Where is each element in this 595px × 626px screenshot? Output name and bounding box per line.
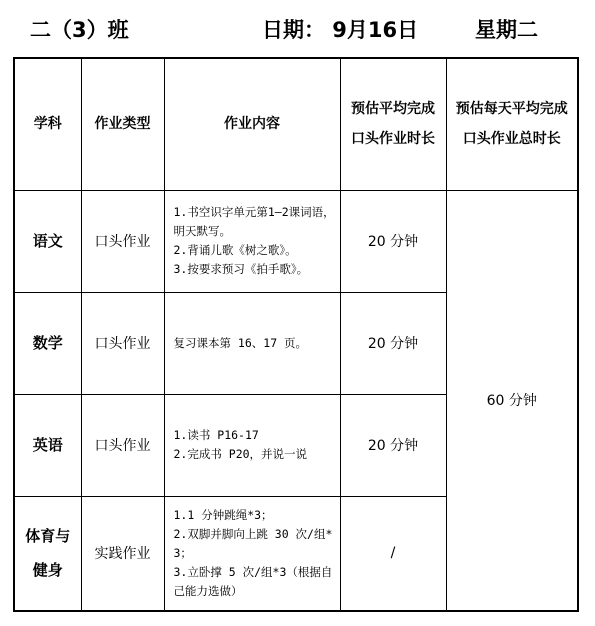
subject-cell: 数学: [14, 292, 81, 394]
content-line: 复习课本第 16、17 页。: [173, 335, 308, 350]
column-header-content: 作业内容: [164, 58, 340, 190]
type-cell: 口头作业: [81, 394, 164, 496]
column-header-type: 作业类型: [81, 58, 164, 190]
content-line: 2.双脚并脚向上跳 30 次/组*3；: [173, 526, 333, 560]
table-row: [14, 190, 578, 292]
daily-total-cell: 60 分钟: [446, 190, 578, 611]
content-line: 1.书空识字单元第1—2课词语，明天默写。: [173, 205, 335, 238]
duration-cell: /: [340, 496, 446, 611]
type-cell: 实践作业: [81, 496, 164, 611]
content-cell: [164, 190, 340, 292]
duration-cell: 20 分钟: [340, 394, 446, 496]
duration-cell: 20 分钟: [340, 292, 446, 394]
type-cell: 口头作业: [81, 190, 164, 292]
content-cell: [164, 394, 340, 496]
content-cell: [164, 292, 340, 394]
type-cell: 口头作业: [81, 292, 164, 394]
column-header-daily-total: 预估每天平均完成口头作业总时长: [446, 58, 578, 190]
content-cell: [164, 496, 340, 611]
subject-cell: 英语: [14, 394, 81, 496]
class-label: 二（3）班: [30, 18, 129, 42]
content-line: 1.1 分钟跳绳*3；: [173, 507, 273, 522]
subject-cell: 体育与健身: [14, 496, 81, 611]
homework-table: [13, 57, 579, 612]
page-header: [0, 10, 595, 44]
weekday-label: 星期二: [475, 18, 538, 42]
date-label: 日期： 9月16日: [262, 18, 419, 42]
content-line: 1.读书 P16-17: [173, 428, 259, 442]
subject-cell: 语文: [14, 190, 81, 292]
column-header-subject: 学科: [14, 58, 81, 190]
column-header-avg-oral-time: 预估平均完成口头作业时长: [340, 58, 446, 190]
duration-cell: 20 分钟: [340, 190, 446, 292]
content-line: 3.按要求预习《拍手歌》。: [173, 262, 309, 276]
table-header-row: [14, 58, 578, 190]
content-line: 3.立卧撑 5 次/组*3（根据自己能力选做）: [173, 564, 333, 598]
content-line: 2.背诵儿歌《树之歌》。: [173, 243, 297, 257]
content-line: 2.完成书 P20，并说一说: [173, 447, 308, 461]
